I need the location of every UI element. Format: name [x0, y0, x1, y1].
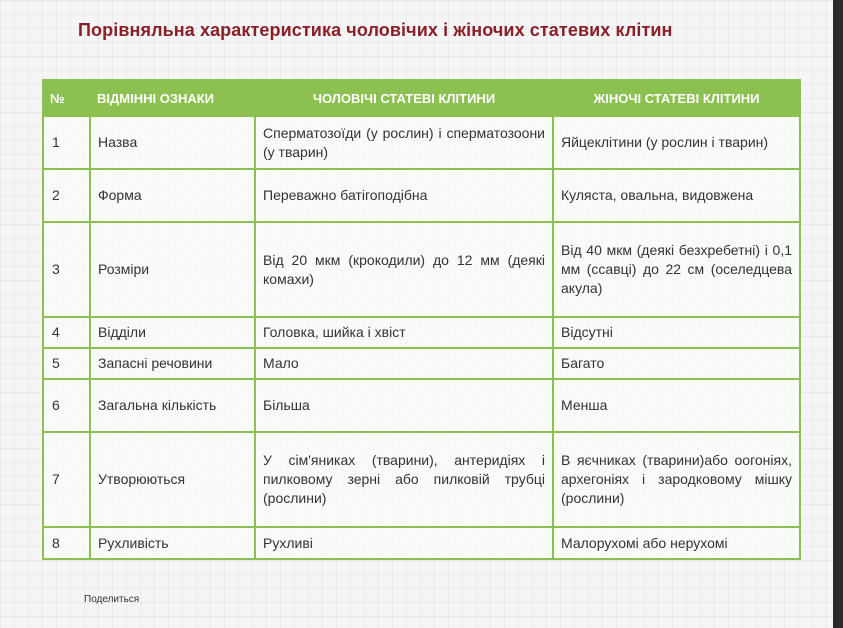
table-header-row [43, 80, 800, 116]
header-number: № [43, 80, 90, 116]
table-row [43, 169, 800, 222]
table-row [43, 348, 800, 379]
row-male-value: Сперматозоїди (у рослин) і сперматозоони (у тварин) [255, 116, 553, 169]
table-row [43, 432, 800, 527]
row-female-value: Яйцеклітини (у рослин і тварин) [553, 116, 800, 169]
row-number: 7 [43, 432, 90, 527]
comparison-table [42, 79, 801, 560]
row-female-value: Багато [553, 348, 800, 379]
row-male-value: Мало [255, 348, 553, 379]
header-male-cells: ЧОЛОВІЧІ СТАТЕВІ КЛІТИНИ [255, 80, 553, 116]
table-row [43, 317, 800, 348]
row-feature: Відділи [90, 317, 255, 348]
row-female-value: В яєчниках (тварини)або оогоніях, архегоніях і зародковому мішку (рослини) [553, 432, 800, 527]
row-male-value: Рухливі [255, 527, 553, 559]
row-male-value: У сім'яниках (тварини), антеридіях і пилковому зерні або пилковій трубці (рослини) [255, 432, 553, 527]
row-feature: Загальна кількість [90, 379, 255, 432]
table-row [43, 222, 800, 317]
table-row [43, 379, 800, 432]
header-female-cells: ЖІНОЧІ СТАТЕВІ КЛІТИНИ [553, 80, 800, 116]
row-number: 1 [43, 116, 90, 169]
row-male-value: Більша [255, 379, 553, 432]
row-female-value: Менша [553, 379, 800, 432]
row-male-value: Головка, шийка і хвіст [255, 317, 553, 348]
page-title: Порівняльна характеристика чоловічих і жіночих статевих клітин [78, 20, 673, 40]
row-feature: Утворюються [90, 432, 255, 527]
row-female-value: Відсутні [553, 317, 800, 348]
row-female-value: Куляста, овальна, видовжена [553, 169, 800, 222]
row-feature: Рухливість [90, 527, 255, 559]
row-female-value: Малорухомі або нерухомі [553, 527, 800, 559]
row-number: 6 [43, 379, 90, 432]
row-feature: Розміри [90, 222, 255, 317]
share-link[interactable]: Поделиться [84, 594, 140, 605]
row-female-value: Від 40 мкм (деякі безхребетні) і 0,1 мм (ссавці) до 22 см (оселедцева акула) [553, 222, 800, 317]
row-number: 3 [43, 222, 90, 317]
row-feature: Запасні речовини [90, 348, 255, 379]
table-row [43, 116, 800, 169]
row-number: 8 [43, 527, 90, 559]
row-male-value: Від 20 мкм (крокодили) до 12 мм (деякі комахи) [255, 222, 553, 317]
row-feature: Форма [90, 169, 255, 222]
row-number: 5 [43, 348, 90, 379]
row-number: 4 [43, 317, 90, 348]
row-feature: Назва [90, 116, 255, 169]
header-features: ВІДМІННІ ОЗНАКИ [90, 80, 255, 116]
row-number: 2 [43, 169, 90, 222]
row-male-value: Переважно батігоподібна [255, 169, 553, 222]
window-edge [833, 0, 843, 628]
table-row [43, 527, 800, 559]
